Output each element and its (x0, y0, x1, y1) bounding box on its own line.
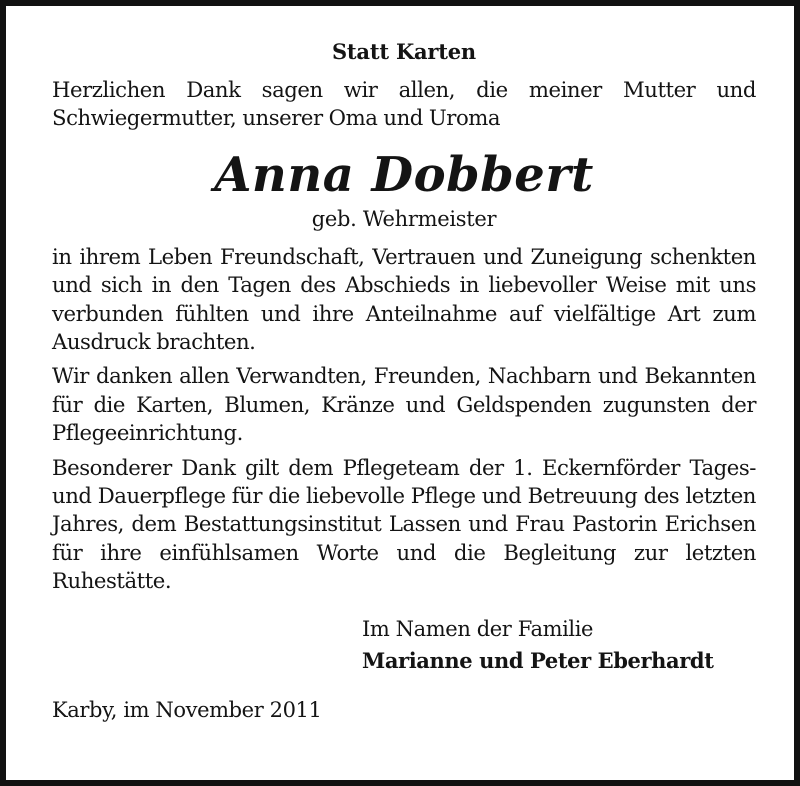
special-thanks-paragraph: Besonderer Dank gilt dem Pflegeteam der 1. Eckernförder Tages- und Dauerpflege für die liebevolle Pflege und Betreuung des letzten Jahres, dem Bestattungsinstitut Lassen und Frau Pastorin Erichsen für ihre einfühlsamen Worte und die Begleitung zur letzten Ruhestätte. (52, 454, 756, 594)
notice-heading: Statt Karten (331, 39, 477, 64)
signature-line: Im Namen der Familie (362, 616, 594, 641)
deceased-name: Anna Dobbert (214, 146, 594, 203)
maiden-name: geb. Wehrmeister (311, 206, 497, 231)
relatives-paragraph: Wir danken allen Verwandten, Freunden, Nachbarn und Bekannten für die Karten, Blumen, Kränze und Geldspenden zugunsten der Pflegeeinrichtung. (52, 363, 756, 446)
signature-block (362, 614, 756, 676)
thanks-paragraph: in ihrem Leben Freundschaft, Vertrauen und Zuneigung schenkten und sich in den Tagen des Abschieds in liebevoller Weise mit uns verbunden fühlten und ihre Anteilnahme auf vielfältige Art zum Ausdruck brachten. (52, 243, 756, 355)
place-date: Karby, im November 2011 (52, 697, 322, 722)
notice-content (52, 38, 756, 724)
signature-names: Marianne und Peter Eberhardt (362, 647, 714, 673)
intro-paragraph: Herzlichen Dank sagen wir allen, die meiner Mutter und Schwiegermutter, unserer Oma und Uroma (52, 77, 756, 131)
